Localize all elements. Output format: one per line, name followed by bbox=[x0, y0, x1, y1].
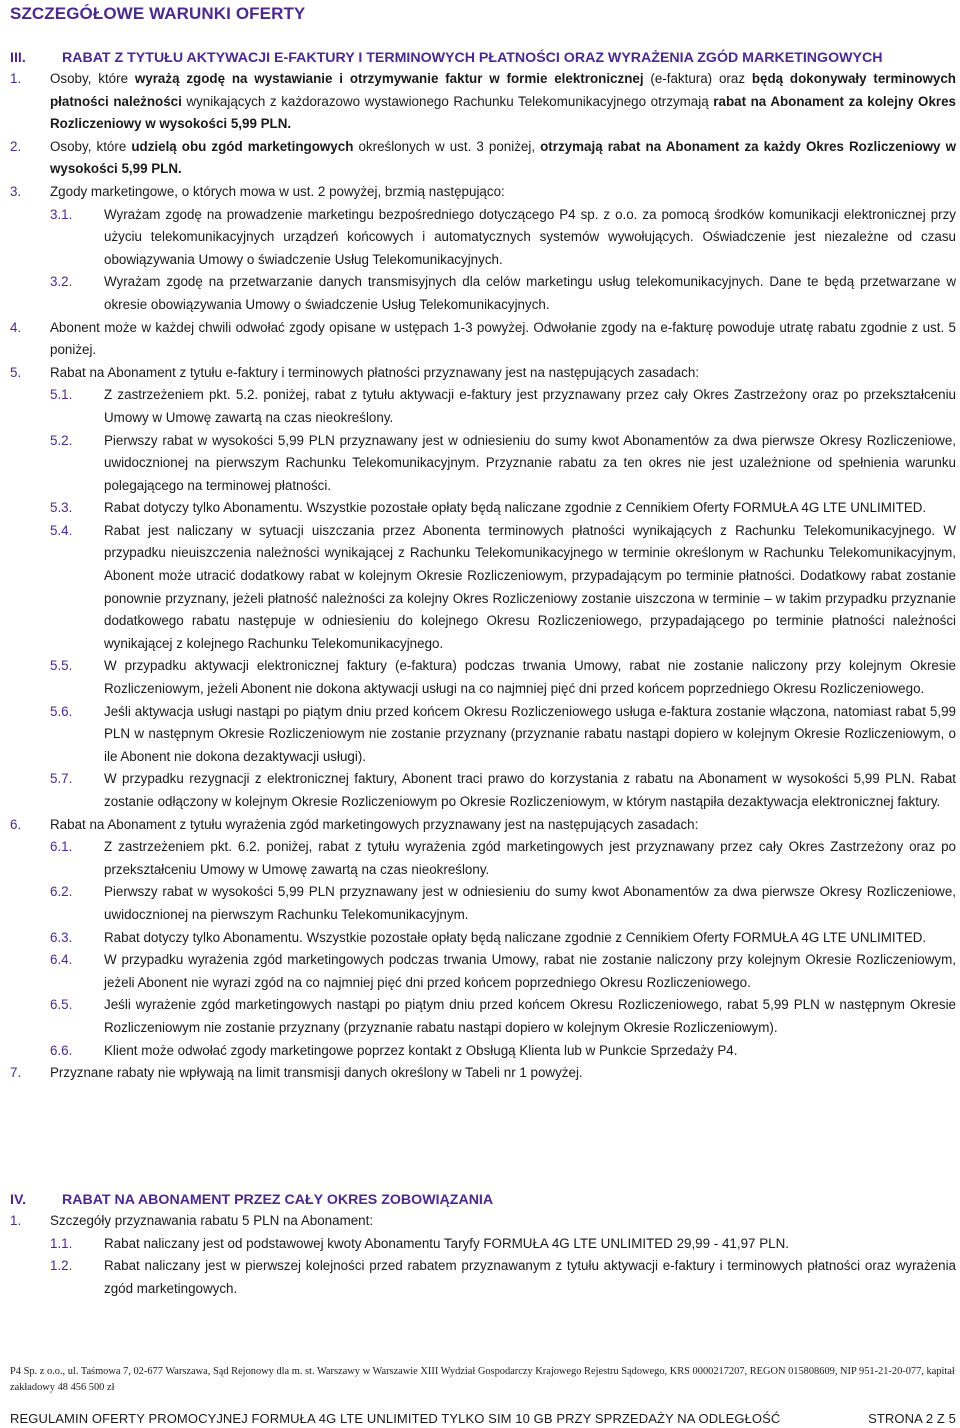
clause-number: 6.2. bbox=[50, 884, 73, 900]
text-run: W przypadku rezygnacji z elektronicznej faktury, Abonent traci prawo do korzystania z rabatu na Abonament w wysokości 5,99 PLN. Rabat zostanie odłączony w kolejnym Okresie Rozliczeniowym po Okresie Rozliczeniowym, w którym nastąpiła dezaktywacja elektronicznej faktury. bbox=[104, 771, 956, 809]
clause-text bbox=[104, 430, 956, 498]
text-run: Rabat na Abonament z tytułu e-faktury i terminowych płatności przyznawany jest na następujących zasadach: bbox=[50, 364, 700, 380]
clause-text bbox=[104, 768, 956, 813]
bold-text: rabat na Abonament za kolejny Okres Rozliczeniowy w wysokości 5,99 PLN. bbox=[50, 93, 956, 132]
text-run: Pierwszy rabat w wysokości 5,99 PLN przyznawany jest w odniesieniu do sumy kwot Abonamentów za dwa pierwsze Okresy Rozliczeniowe, uwidocznionej na pierwszym Rachunku Telekomunikacyjnym. bbox=[104, 884, 956, 922]
clause-text bbox=[50, 181, 956, 204]
sub-clause bbox=[10, 271, 956, 316]
sub-clause bbox=[10, 430, 956, 498]
clause-number: 5.3. bbox=[50, 500, 73, 516]
clause-number: 4. bbox=[10, 319, 22, 335]
clause-number: 1.1. bbox=[50, 1235, 73, 1251]
text-run: Rabat dotyczy tylko Abonamentu. Wszystkie pozostałe opłaty będą naliczane zgodnie z Cennikiem Oferty FORMUŁA 4G LTE UNLIMITED. bbox=[104, 500, 927, 516]
clause-text bbox=[104, 384, 956, 429]
text-run: Wyrażam zgodę na prowadzenie marketingu bezpośredniego dotyczącego P4 sp. z o.o. za pomocą środków komunikacji elektronicznej przy użyciu telekomunikacyjnych urządzeń końcowych i automatycznych systemów wywołujących. Oświadczenie jest niezależne od czasu obowiązywania Umowy o świadczenie Usług Telekomunikacyjnych. bbox=[104, 206, 956, 267]
clause-text bbox=[104, 927, 956, 950]
clause-number: 2. bbox=[10, 138, 22, 154]
clause-number: 6.3. bbox=[50, 929, 73, 945]
bold-text: otrzymają rabat na Abonament za każdy Okres Rozliczeniowy w wysokości 5,99 PLN. bbox=[50, 138, 956, 177]
text-run: Rabat dotyczy tylko Abonamentu. Wszystkie pozostałe opłaty będą naliczane zgodnie z Cennikiem Oferty FORMUŁA 4G LTE UNLIMITED. bbox=[104, 929, 927, 945]
sub-clause bbox=[10, 768, 956, 813]
page-title: SZCZEGÓŁOWE WARUNKI OFERTY bbox=[10, 4, 306, 23]
clause bbox=[10, 1062, 956, 1085]
clause-number: 1. bbox=[10, 71, 22, 86]
clause-text bbox=[50, 136, 956, 181]
text-run: Szczegóły przyznawania rabatu 5 PLN na Abonament: bbox=[50, 1213, 374, 1228]
clause-number: 3. bbox=[10, 183, 22, 199]
bold-text: wyrażą zgodę na wystawianie i otrzymywanie faktur w formie elektronicznej bbox=[134, 71, 644, 86]
bold-text: udzielą obu zgód marketingowych bbox=[131, 138, 354, 154]
section-4-title: RABAT NA ABONAMENT PRZEZ CAŁY OKRES ZOBOWIĄZANIA bbox=[62, 1192, 494, 1208]
sub-clause bbox=[10, 1233, 956, 1256]
clause-text bbox=[50, 1210, 956, 1233]
sub-clause bbox=[10, 994, 956, 1039]
clause-text bbox=[104, 1233, 956, 1256]
clause-number: 5.1. bbox=[50, 387, 73, 403]
text-run: Przyznane rabaty nie wpływają na limit transmisji danych określony w Tabeli nr 1 powyżej. bbox=[50, 1065, 583, 1081]
clause bbox=[10, 1210, 956, 1233]
text-run: Z zastrzeżeniem pkt. 6.2. poniżej, rabat z tytułu wyrażenia zgód marketingowych jest przyznawany przez cały Okres Zastrzeżony oraz po przekształceniu Umowy w Umowę zawartą na czas nieokreślony. bbox=[104, 839, 956, 877]
section-4-heading bbox=[10, 1190, 956, 1210]
clause-number: 7. bbox=[10, 1065, 22, 1081]
clause bbox=[10, 181, 956, 204]
sub-clause bbox=[10, 384, 956, 429]
clause bbox=[10, 68, 956, 136]
text-run: Rabat jest naliczany w sytuacji uiszczania przez Abonenta terminowych płatności wynikających z Rachunku Telekomunikacyjnego. W przypadku nieuiszczenia należności wynikającej z Rachunku Telekomunikacyjnego w terminie określonym w Rachunku Telekomunikacyjnym, Abonent może utracić dodatkowy rabat w kolejnym Okresie Rozliczeniowym, przypadającym po terminie płatności. Dodatkowy rabat zostanie ponownie przyznany, jeżeli płatność należności za kolejny Okres Rozliczeniowy zostanie uiszczona w terminie – w takim przypadku przyznanie dodatkowego rabatu następuje w odniesieniu do kolejnego Okresu Rozliczeniowego, przypadającego po terminie płatności należności wynikającej z kolejnego Rachunku Telekomunikacyjnego. bbox=[104, 522, 956, 651]
footer-bar bbox=[10, 1411, 956, 1426]
clause-number: 1. bbox=[10, 1213, 22, 1228]
clause-number: 5.7. bbox=[50, 771, 73, 787]
text-run: wynikających z każdorazowo wystawionego Rachunku Telekomunikacyjnego otrzymają bbox=[181, 93, 714, 109]
clause bbox=[10, 317, 956, 362]
clause-text bbox=[50, 317, 956, 362]
sub-clause bbox=[10, 881, 956, 926]
clause-number: 5. bbox=[10, 364, 22, 380]
clause-text bbox=[104, 881, 956, 926]
clause-text bbox=[104, 655, 956, 700]
sub-clause bbox=[10, 204, 956, 272]
clause-text bbox=[104, 497, 956, 520]
footer-document-title: REGULAMIN OFERTY PROMOCYJNEJ FORMUŁA 4G LTE UNLIMITED TYLKO SIM 10 GB PRZY SPRZEDAŻY NA ODLEGŁOŚĆ bbox=[10, 1411, 781, 1426]
text-run: Wyrażam zgodę na przetwarzanie danych transmisyjnych dla celów marketingu usług telekomunikacyjnych. Dane te będą przetwarzane w okresie obowiązywania Umowy o świadczenie Usług Telekomunikacyjnych. bbox=[104, 274, 956, 312]
section-3-title: RABAT Z TYTUŁU AKTYWACJI E-FAKTURY I TERMINOWYCH PŁATNOŚCI ORAZ WYRAŻENIA ZGÓD MARKETINGOWYCH bbox=[62, 50, 883, 66]
section-3-items bbox=[10, 68, 956, 1085]
clause-number: 5.4. bbox=[50, 522, 73, 538]
text-run: Rabat naliczany jest od podstawowej kwoty Abonamentu Taryfy FORMUŁA 4G LTE UNLIMITED 29,99 - 41,97 PLN. bbox=[104, 1235, 789, 1251]
text-run: Abonent może w każdej chwili odwołać zgody opisane w ustępach 1-3 powyżej. Odwołanie zgody na e-fakturę powoduje utratę rabatu zgodnie z ust. 5 poniżej. bbox=[50, 319, 956, 358]
section-4 bbox=[10, 1190, 956, 1300]
sub-clause bbox=[10, 1255, 956, 1300]
sub-clause bbox=[10, 1040, 956, 1063]
clause-number: 6.5. bbox=[50, 997, 73, 1013]
text-run: W przypadku wyrażenia zgód marketingowych podczas trwania Umowy, rabat nie zostanie naliczony przy kolejnym Okresie Rozliczeniowym, jeżeli Abonent nie wyrazi zgód na co najmniej pięć dni przed końcem poprzedniego Okresu Rozliczeniowego. bbox=[104, 952, 956, 990]
text-run: Zgody marketingowe, o których mowa w ust. 2 powyżej, brzmią następująco: bbox=[50, 183, 505, 199]
clause-text bbox=[104, 836, 956, 881]
text-run: Jeśli aktywacja usługi nastąpi po piątym dniu przed końcem Okresu Rozliczeniowego usługa e-faktura zostanie włączona, natomiast rabat 5,99 PLN w następnym Okresie Rozliczeniowym nie zostanie przyznany (przyznanie rabatu nastąpi dopiero w kolejnym Okresie Rozliczeniowym, o ile Abonent nie dokona dezaktywacji usługi). bbox=[104, 703, 956, 764]
clause-number: 6.4. bbox=[50, 952, 73, 968]
clause-text bbox=[104, 520, 956, 656]
clause-number: 6. bbox=[10, 816, 22, 832]
sub-clause bbox=[10, 949, 956, 994]
clause-text bbox=[50, 362, 956, 385]
section-3-heading bbox=[10, 48, 956, 68]
clause-text bbox=[50, 814, 956, 837]
text-run: Osoby, które bbox=[50, 71, 135, 86]
sub-clause bbox=[10, 701, 956, 769]
clause-text bbox=[104, 1040, 956, 1063]
section-4-items bbox=[10, 1210, 956, 1300]
text-run: określonych w ust. 3 poniżej, bbox=[353, 138, 541, 154]
clause-number: 3.1. bbox=[50, 206, 73, 222]
text-run: Rabat naliczany jest w pierwszej kolejności przed rabatem przyznawanym z tytułu aktywacji e-faktury i terminowych płatności oraz wyrażenia zgód marketingowych. bbox=[104, 1258, 956, 1296]
clause-text bbox=[104, 204, 956, 272]
text-run: Pierwszy rabat w wysokości 5,99 PLN przyznawany jest w odniesieniu do sumy kwot Abonamentów za dwa pierwsze Okresy Rozliczeniowe, uwidocznionej na pierwszym Rachunku Telekomunikacyjnym. Przyznanie rabatu za ten okres nie jest uzależnione od spełnienia warunku polegającego na terminowej płatności. bbox=[104, 432, 956, 493]
clause bbox=[10, 136, 956, 181]
sub-clause bbox=[10, 836, 956, 881]
section-3 bbox=[10, 48, 956, 1085]
clause bbox=[10, 814, 956, 837]
clause-number: 5.5. bbox=[50, 658, 73, 674]
text-run: Z zastrzeżeniem pkt. 5.2. poniżej, rabat z tytułu aktywacji e-faktury jest przyznawany przez cały Okres Zastrzeżony oraz po przekształceniu Umowy w Umowę zawartą na czas nieokreślony. bbox=[104, 387, 956, 425]
sub-clause bbox=[10, 927, 956, 950]
text-run: W przypadku aktywacji elektronicznej faktury (e-faktura) podczas trwania Umowy, rabat nie zostanie naliczony przy kolejnym Okresie Rozliczeniowym, jeżeli Abonent nie dokona aktywacji usługi na co najmniej pięć dni przed końcem poprzedniego Okresu Rozliczeniowego. bbox=[104, 658, 956, 697]
bold-text: będą dokonywały terminowych płatności należności bbox=[50, 71, 956, 109]
clause-number: 5.6. bbox=[50, 703, 73, 719]
clause-text bbox=[50, 68, 956, 136]
text-run: Jeśli wyrażenie zgód marketingowych nastąpi po piątym dniu przed końcem Okresu Rozliczeniowego, rabat 5,99 PLN w następnym Okresie Rozliczeniowym nie zostanie przyznany (przyznanie rabatu nastąpi dopiero w kolejnym Okresie Rozliczeniowym). bbox=[104, 997, 956, 1035]
clause-number: 3.2. bbox=[50, 274, 73, 290]
clause-text bbox=[104, 994, 956, 1039]
clause-text bbox=[104, 1255, 956, 1300]
clause-number: 1.2. bbox=[50, 1258, 73, 1274]
text-run: Osoby, które bbox=[50, 138, 132, 154]
sub-clause bbox=[10, 520, 956, 656]
text-run: Klient może odwołać zgody marketingowe poprzez kontakt z Obsługą Klienta lub w Punkcie Sprzedaży P4. bbox=[104, 1042, 738, 1058]
section-3-number: III. bbox=[10, 50, 26, 66]
section-4-number: IV. bbox=[10, 1192, 27, 1208]
footer-page-number: STRONA 2 Z 5 bbox=[868, 1411, 956, 1426]
clause-text bbox=[104, 701, 956, 769]
text-run: (e-faktura) oraz bbox=[643, 71, 752, 86]
clause-number: 6.6. bbox=[50, 1042, 73, 1058]
text-run: Rabat na Abonament z tytułu wyrażenia zgód marketingowych przyznawany jest na następujących zasadach: bbox=[50, 816, 699, 832]
clause-number: 6.1. bbox=[50, 839, 73, 855]
clause-number: 5.2. bbox=[50, 432, 73, 448]
clause bbox=[10, 362, 956, 385]
clause-text bbox=[104, 271, 956, 316]
footer-legal-text: P4 Sp. z o.o., ul. Taśmowa 7, 02-677 Warszawa, Sąd Rejonowy dla m. st. Warszawy w Warszawie XIII Wydział Gospodarczy Krajowego Rejestru Sądowego, KRS 0000217207, REGON 015808609, NIP 951-21-20-077, kapitał zakładowy 48 456 500 zł bbox=[10, 1366, 955, 1393]
clause-text bbox=[50, 1062, 956, 1085]
sub-clause bbox=[10, 497, 956, 520]
sub-clause bbox=[10, 655, 956, 700]
clause-text bbox=[104, 949, 956, 994]
